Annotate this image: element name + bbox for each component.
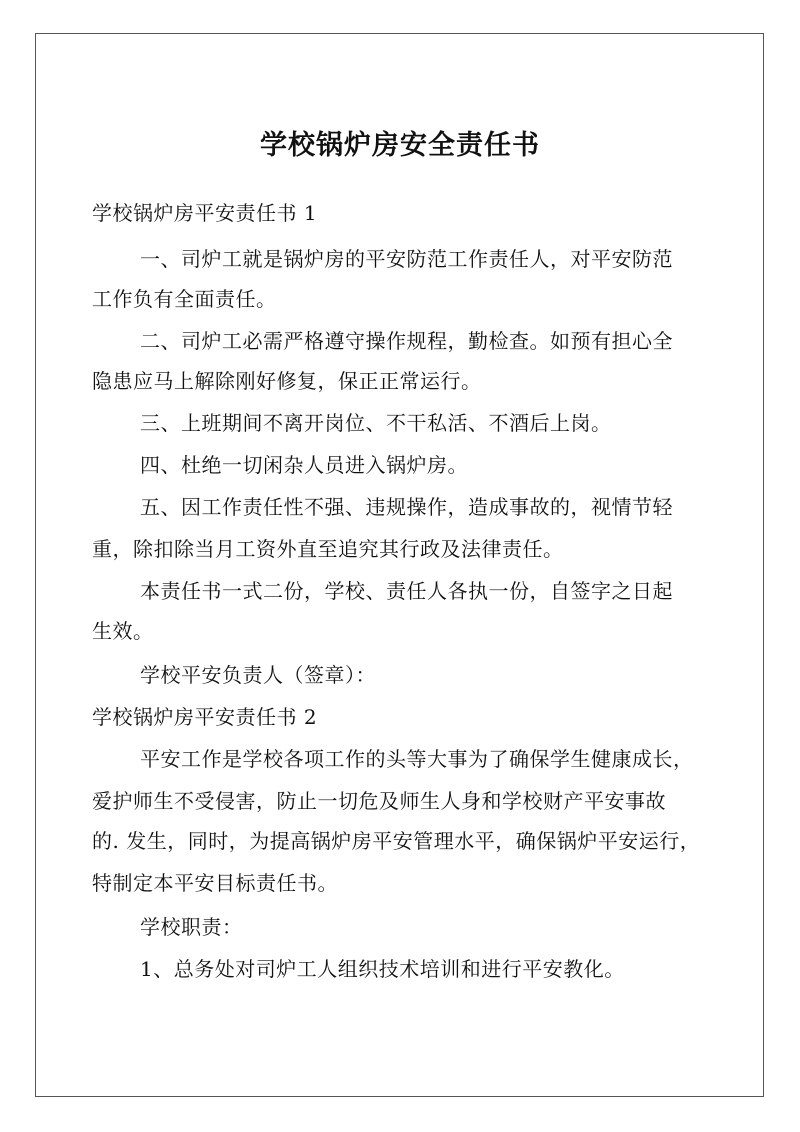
paragraph-line: 五、因工作责任性不强、违规操作，造成事故的，视情节轻: [140, 495, 673, 519]
paragraph-line: 特制定本平安目标责任书。: [92, 871, 338, 895]
signature-line: 学校平安负责人（签章）：: [140, 663, 376, 687]
paragraph-line: 工作负有全面责任。: [92, 287, 277, 311]
subsection-heading: 学校职责：: [140, 915, 243, 939]
paragraph-line: 三、上班期间不离开岗位、不干私活、不酒后上岗。: [140, 411, 612, 435]
document-title: 学校锅炉房安全责任书: [260, 130, 540, 161]
paragraph-line: 1、总务处对司炉工人组织技术培训和进行平安教化。: [140, 957, 625, 981]
paragraph-line: 本责任书一式二份，学校、责任人各执一份，自签字之日起: [140, 579, 673, 603]
section-heading-2: 学校锅炉房平安责任书 2: [92, 705, 318, 729]
paragraph-line: 一、司炉工就是锅炉房的平安防范工作责任人，对平安防范: [140, 247, 673, 271]
paragraph-line: 重，除扣除当月工资外直至追究其行政及法律责任。: [92, 537, 564, 561]
paragraph-line: 生效。: [92, 619, 154, 643]
paragraph-line: 二、司炉工必需严格遵守操作规程，勤检查。如预有担心全: [140, 329, 673, 353]
section-heading-1: 学校锅炉房平安责任书 1: [92, 201, 318, 225]
paragraph-line: 爱护师生不受侵害，防止一切危及师生人身和学校财产平安事故: [92, 789, 666, 813]
paragraph-line: 的. 发生，同时，为提高锅炉房平安管理水平，确保锅炉平安运行，: [92, 829, 701, 853]
paragraph-line: 平安工作是学校各项工作的头等大事为了确保学生健康成长，: [140, 747, 694, 771]
paragraph-line: 四、杜绝一切闲杂人员进入锅炉房。: [140, 453, 468, 477]
paragraph-line: 隐患应马上解除刚好修复，保正正常运行。: [92, 369, 482, 393]
